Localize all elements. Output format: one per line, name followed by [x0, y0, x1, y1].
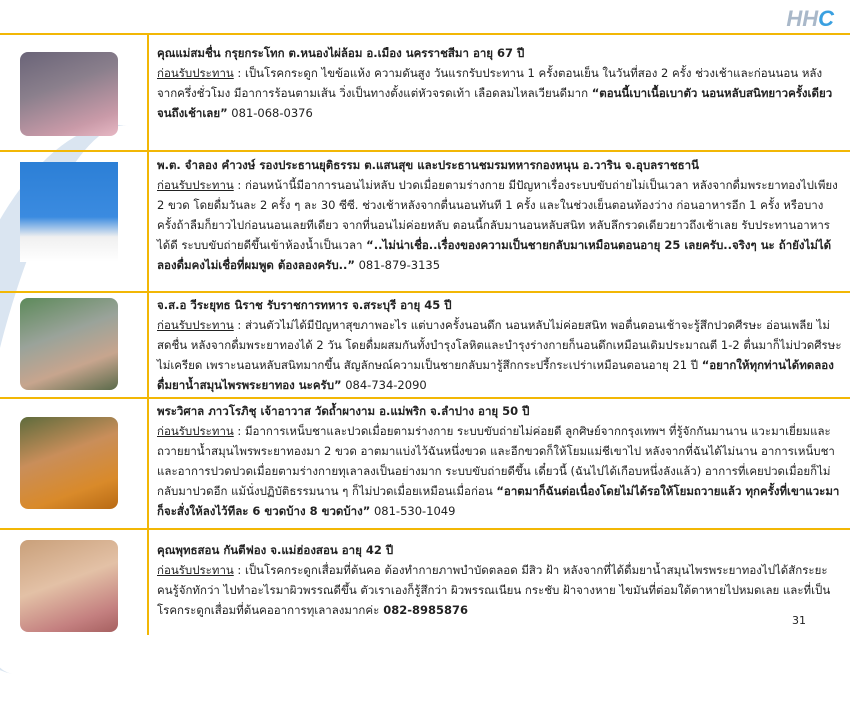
testimonial-row — [0, 293, 850, 399]
testimonial-body: : เป็นโรคกระดูก ไขข้อแห้ง ความดันสูง วันแรกรับประทาน 1 ครั้งตอนเย็น ในวันที่สอง 2 ครั้ง ช่วงเช้าและก่อนนอน หลังจากครึ่งชั่วโมง มีอาการร้อนตามเส้น วิ่งเป็นทางตั้งแต่หัวจรดเท้า เลือดลมไหลเวียนดีมาก — [157, 66, 823, 100]
person-photo — [20, 52, 118, 136]
phone-number: 081-879-3135 — [354, 258, 441, 272]
person-photo — [20, 417, 118, 509]
testimonial-body: : ส่วนตัวไม่ได้มีปัญหาสุขภาพอะไร แต่บางครั้งนอนดึก นอนหลับไม่ค่อยสนิท พอตื่นตอนเช้าจะรู้สึกปวดศีรษะ อ่อนเพลีย ไม่สดชื่น หลังจากดื่มพระยาทองได้ 2 วัน โดยดื่มผสมกันทั้งบำรุงโลหิตและบำรุงร่างกายก็นอนดึกเหมือนเดิมประมาณตี 1-2 ตื่นมาก็ไม่ปวดศีรษะ ไม่เครียด เพราะนอนหลับสนิทมากขึ้น สัญลักษณ์ความเป็นชายกลับมารู้สึกกระปรี้กระเปร่าเหมือนตอนอายุ 21 ปี — [157, 318, 842, 372]
person-name: พ.ต. จำลอง คำวงษ์ รองประธานยุติธรรม ต.แสนสุข และประธานชมรมทหารกองหนุน อ.วาริน จ.อุบลราชธานี — [157, 158, 699, 172]
before-label: ก่อนรับประทาน — [157, 424, 234, 438]
phone-number: 082-8985876 — [379, 603, 469, 617]
before-label: ก่อนรับประทาน — [157, 563, 234, 577]
testimonial-quote: “ตอนนี้เบาเนื้อเบาตัว นอนหลับสนิทยาวครั้งเดียวจนถึงเช้าเลย” — [157, 86, 833, 120]
testimonial-row — [0, 35, 850, 152]
testimonial-quote: “..ไม่น่าเชื่อ..เรื่องของความเป็นชายกลับมาเหมือนตอนอายุ 25 เลยครับ..จริงๆ นะ ถ้ายังไม่ได้ลองดื่มคงไม่เชื่อที่ผมพูด ต้องลองครับ..” — [157, 238, 832, 272]
person-name: จ.ส.อ วีระยุทธ นิราช รับราชการทหาร จ.สระบุรี อายุ 45 ปี — [157, 298, 452, 312]
before-label: ก่อนรับประทาน — [157, 178, 234, 192]
phone-number: 081-068-0376 — [227, 106, 313, 120]
person-name: คุณพุทธสอน กันตีฟอง จ.แม่ฮ่องสอน อายุ 42 ปี — [157, 543, 394, 557]
person-name: คุณแม่สมชื่น กรุยกระโทก ต.หนองไผ่ล้อม อ.เมือง นครราชสีมา อายุ 67 ปี — [157, 46, 525, 60]
testimonial-quote: “อยากให้ทุกท่านได้ทดลองดื่มยาน้ำสมุนไพรพระยาทอง นะครับ” — [157, 358, 834, 392]
page-number: 31 — [792, 614, 806, 627]
testimonial-quote: “อาตมาก็ฉันต่อเนื่องโดยไม่ได้รอให้โยมถวายแล้ว ทุกครั้งที่เขาแวะมาก็จะสั่งให้ลงไว้ทีละ 6 ขวดบ้าง 8 ขวดบ้าง” — [157, 484, 840, 518]
person-name: พระวิศาล ภาวโรภิชุ เจ้าอาวาส วัดถ้ำผางาม อ.แม่พริก จ.ลำปาง อายุ 50 ปี — [157, 404, 530, 418]
hhc-logo: HHC — [782, 6, 838, 32]
testimonial-row — [0, 399, 850, 530]
testimonial-row — [0, 530, 850, 635]
before-label: ก่อนรับประทาน — [157, 318, 234, 332]
testimonial-body: : เป็นโรคกระดูกเสื่อมที่ต้นคอ ต้องทำกายภาพบำบัดตลอด มีสิว ฝ้า หลังจากที่ได้ดื่มยาน้ำสมุนไพรพระยาทองไปได้สักระยะ คนรู้จักทักว่า ไปทำอะไรมาผิวพรรณดีขึ้น ตัวเราเองก็รู้สึกว่า ผิวพรรณเนียน กระชับ ฝ้าจางหาย ไขมันที่ต่อมใต้ตาหายไปหมดเลย และที่เป็นโรคกระดูกเสื่อมที่ต้นคออาการทุเลาลงมากค่ะ — [157, 563, 831, 617]
testimonial-body: : มีอาการเหน็บชาและปวดเมื่อยตามร่างกาย ระบบขับถ่ายไม่ค่อยดี ลูกศิษย์จากกรุงเทพฯ ที่รู้จักกันมานาน แวะมาเยี่ยมและถวายยาน้ำสมุนไพรพระยาทองมา 2 ขวด อาตมาแบ่งไว้ฉันหนึ่งขวด และอีกขวดก็ให้โยมแม่ชีเขาไป หลังจากที่ฉันได้ไม่นาน อาการเหน็บชาและอาการปวดปวดเมื่อยตามร่างกายทุเลาลงเป็นอย่างมาก ระบบขับถ่ายดีขึ้น เดี๋ยวนี้ (ฉันไปได้เกือบหนึ่งลังแล้ว) อาการที่เคยปวดเมื่อยก็ไม่กลับมาปวดอีก แม้นั่งปฏิบัติธรรมนาน ๆ ก็ไม่ปวดเมื่อยเหมือนเมื่อก่อน — [157, 424, 835, 498]
phone-number: 084-734-2090 — [341, 378, 427, 392]
person-photo — [20, 540, 118, 632]
person-photo — [20, 162, 118, 262]
phone-number: 081-530-1049 — [370, 504, 456, 518]
testimonial-row — [0, 152, 850, 293]
person-photo — [20, 298, 118, 390]
before-label: ก่อนรับประทาน — [157, 66, 234, 80]
testimonial-body: : ก่อนหน้านี้มีอาการนอนไม่หลับ ปวดเมื่อยตามร่างกาย มีปัญหาเรื่องระบบขับถ่ายไม่เป็นเวลา หลังจากดื่มพระยาทองไปเพียง 2 ขวด โดยดื่มวันละ 2 ครั้ง ๆ ละ 30 ซีซี. ช่วงเช้าหลังจากตื่นนอนทันที 1 ครั้ง และในช่วงเย็นตอนท้องว่าง ก่อนอาหารอีก 1 ครั้ง หรือบางครั้งถ้าลืมก็ยาวไปก่อนนอนเลยทีเดียว จากที่นอนไม่ค่อยหลับ ตอนนี้กลับมานอนหลับสนิท หลับลึกรวดเดียวยาวถึงเช้าเลย รับประทานอาหารได้ดี ระบบขับถ่ายดีขึ้นเข้าห้องน้ำเป็นเวลา — [157, 178, 838, 252]
